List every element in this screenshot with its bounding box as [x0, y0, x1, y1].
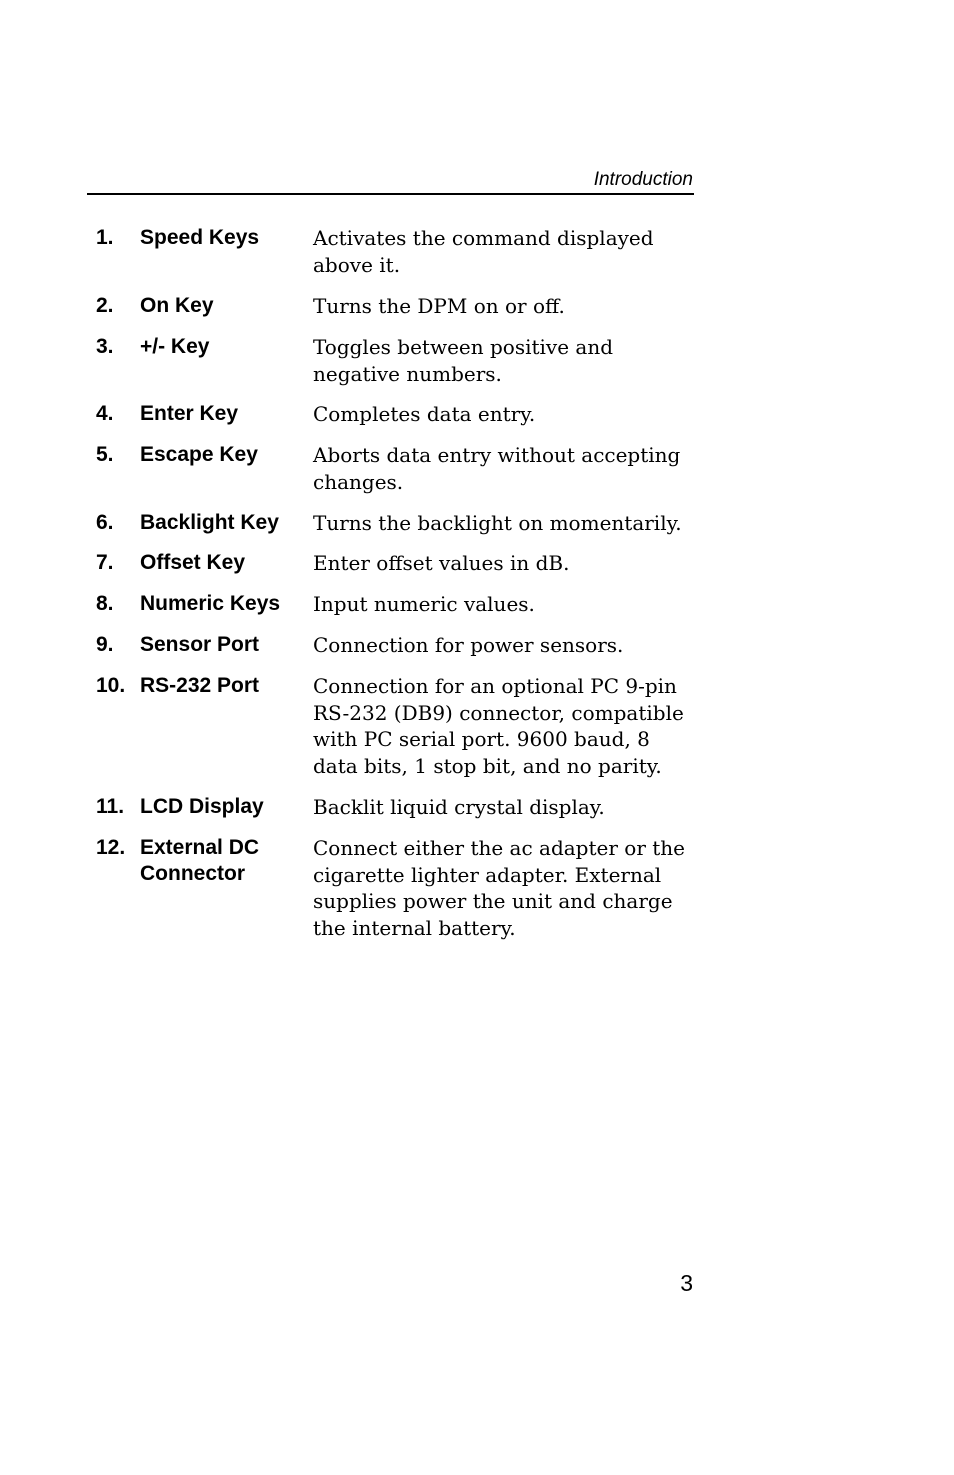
- item-description: Turns the DPM on or off.: [313, 294, 565, 318]
- item-description: Aborts data entry without accepting changes.: [313, 443, 681, 494]
- item-term: +/- Key: [140, 335, 210, 358]
- item-description: Activates the command displayed above it.: [313, 226, 654, 277]
- running-header: Introduction: [593, 169, 693, 190]
- item-term: Numeric Keys: [140, 592, 281, 615]
- item-number: 1.: [96, 226, 114, 249]
- item-description: Toggles between positive and negative numbers.: [313, 335, 614, 386]
- item-number: 10.: [96, 674, 126, 697]
- item-number: 11.: [96, 795, 125, 818]
- item-term: Escape Key: [140, 443, 258, 466]
- item-number: 4.: [96, 402, 114, 425]
- item-number: 8.: [96, 592, 114, 615]
- item-number: 12.: [96, 836, 126, 859]
- item-number: 9.: [96, 633, 114, 656]
- item-description: Connection for an optional PC 9-pin RS-232 (DB9) connector, compatible with PC serial port. 9600 baud, 8 data bits, 1 stop bit, and no parity.: [313, 674, 684, 778]
- item-description: Backlit liquid crystal display.: [313, 795, 605, 819]
- item-term: Backlight Key: [140, 511, 279, 534]
- item-number: 6.: [96, 511, 114, 534]
- item-term: Sensor Port: [140, 633, 260, 656]
- item-description: Connection for power sensors.: [313, 633, 624, 657]
- item-description: Turns the backlight on momentarily.: [313, 511, 682, 535]
- item-term: On Key: [140, 294, 214, 317]
- item-term: Offset Key: [140, 551, 246, 574]
- item-term: RS-232 Port: [140, 674, 260, 697]
- item-number: 2.: [96, 294, 114, 317]
- item-term: Enter Key: [140, 402, 239, 425]
- item-term: LCD Display: [140, 795, 264, 818]
- header-rule: [87, 193, 694, 195]
- item-term: External DC Connector: [140, 836, 260, 885]
- item-description: Completes data entry.: [313, 402, 536, 426]
- item-number: 5.: [96, 443, 114, 466]
- item-number: 3.: [96, 335, 114, 358]
- item-description: Input numeric values.: [313, 592, 535, 616]
- item-description: Connect either the ac adapter or the cigarette lighter adapter. External supplies power the unit and charge the internal battery.: [313, 836, 685, 940]
- page-number: 3: [680, 1270, 693, 1296]
- item-number: 7.: [96, 551, 114, 574]
- item-description: Enter offset values in dB.: [313, 551, 570, 575]
- item-term: Speed Keys: [140, 226, 260, 249]
